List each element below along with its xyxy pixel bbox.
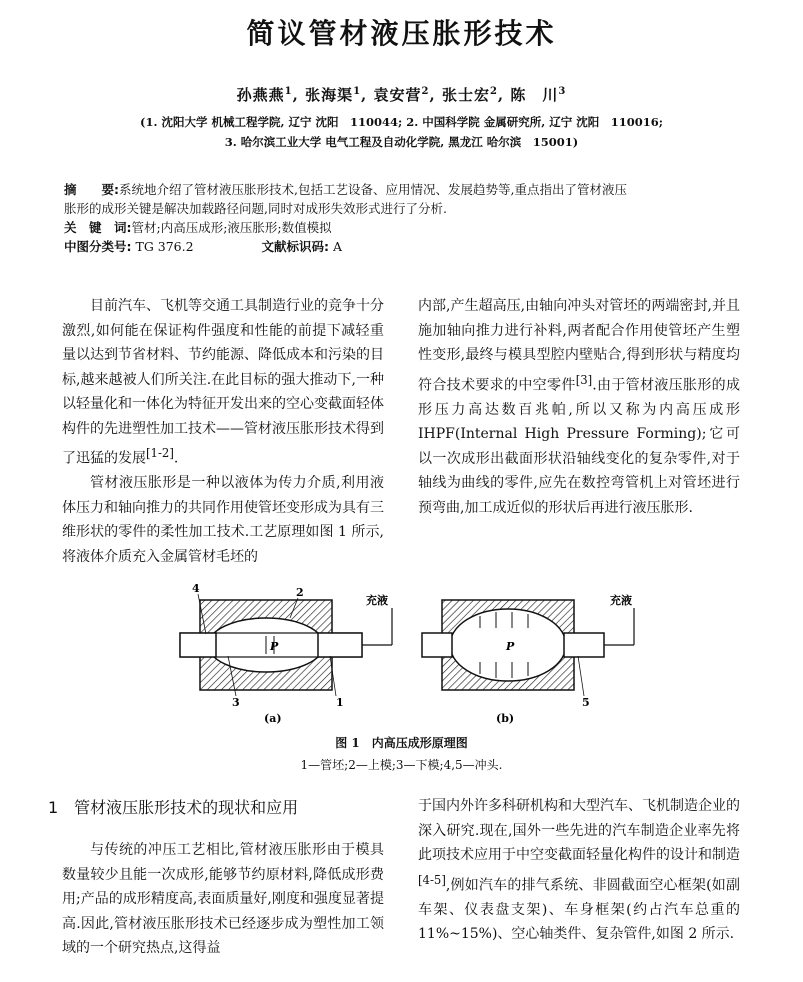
clc-label: 中图分类号:: [64, 239, 132, 254]
keywords: 管材;内高压成形;液压胀形;数值模拟: [131, 220, 332, 235]
pressure-label: P: [506, 640, 515, 653]
figure-1-diagram: [170, 578, 650, 728]
body-right-column: [418, 294, 740, 520]
figure-caption: 图 1 内高压成形原理图: [335, 736, 468, 750]
diagram-a: [180, 582, 392, 725]
fill-label-b: 充液: [610, 594, 632, 607]
author-name: 张海渠: [305, 86, 354, 104]
leader-line: [578, 656, 584, 696]
affiliation-line-2: 3. 哈尔滨工业大学 电气工程及自动化学院, 黑龙江 哈尔滨 15001): [224, 135, 579, 149]
doc-code: A: [333, 239, 343, 254]
diagram-b: [422, 593, 634, 725]
punch-right-b: [564, 633, 604, 657]
author-list: 孙燕燕$^1$, 张海渠$^1$, 袁安营$^2$, 张士宏$^2$, 陈 川$^3$: [236, 86, 567, 104]
punch-left-b: [422, 633, 452, 657]
subfigure-a-label: (a): [264, 712, 282, 725]
callout-4: 4: [192, 582, 200, 595]
affiliation-line-1: (1. 沈阳大学 机械工程学院, 辽宁 沈阳 110044; 2. 中国科学院 金属研究所, 辽宁 沈阳 110016;: [140, 115, 663, 129]
punch-right-a: [318, 633, 362, 657]
section-heading: 1 管材液压胀形技术的现状和应用: [48, 798, 299, 817]
author-name: 袁安营: [373, 86, 422, 104]
author-name: 孙燕燕: [236, 86, 285, 104]
author-name: 陈 川: [510, 86, 559, 104]
paper-title: 简议管材液压胀形技术: [246, 17, 557, 50]
paragraph: 与传统的冲压工艺相比,管材液压胀形由于模具数量较少且能一次成形,能够节约原材料,降低成形费用;产品的成形精度高,表面质量好,刚度和强度显著提高.因此,管材液压胀形技术已经逐步成为塑性加工领域的一个研究热点,这得益: [62, 842, 384, 956]
doc-code-label: 文献标识码:: [261, 239, 330, 254]
abstract: 摘 要:系统地介绍了管材液压胀形技术,包括工艺设备、应用情况、发展趋势等,重点指出了管材液压 胀形的成形关键是解决加载路径问题,同时对成形失效形式进行了分析. 关 键 词:管材;内高压成形;液压胀形;数值模拟 中图分类号: TG 376.2 文献标识码: A: [64, 182, 627, 254]
callout-3: 3: [232, 696, 240, 709]
paragraph: 管材液压胀形是一种以液体为传力介质,利用液体压力和轴向推力的共同作用使管坯变形成为具有三维形状的零件的柔性加工技术.工艺原理如图 1 所示,将液体介质充入金属管材毛坯的: [62, 475, 384, 565]
section-left-column: [62, 838, 384, 961]
section-right-column: [418, 794, 740, 947]
paragraph: 目前汽车、飞机等交通工具制造行业的竞争十分激烈,如何能在保证构件强度和性能的前提下减轻重量以达到节省材料、节约能源、降低成本和污染的目标,越来越被人们所关注.在此目标的强大推动下,一种以轻量化和一体化为特征开发出来的空心变截面轻体构件的先进塑性加工技术——管材液压胀形技术得到了迅猛的发展[1-2].: [62, 298, 384, 467]
abstract-label: 摘 要:: [64, 182, 119, 197]
paragraph: 内部,产生超高压,由轴向冲头对管坯的两端密封,并且施加轴向推力进行补料,两者配合作用使管坯产生塑性变形,最终与模具型腔内壁贴合,得到形状与精度均符合技术要求的中空零件[3].由于管材液压胀形的成形压力高达数百兆帕,所以又称为内高压成形 IHPF(Internal High Pressure Forming);它可以一次成形出截面形状沿轴线变化的复杂零件,对于轴线为曲线的零件,应先在数控弯管机上对管坯进行预弯曲,加工成近似的形状后再进行液压胀形.: [418, 298, 741, 516]
callout-1: 1: [336, 696, 344, 709]
author-name: 张士宏: [441, 86, 490, 104]
fill-label-a: 充液: [366, 594, 388, 607]
punch-left-a: [180, 633, 216, 657]
figure-legend: 1—管坯;2—上模;3—下模;4,5—冲头.: [300, 758, 503, 772]
paragraph: 于国内外许多科研机构和大型汽车、飞机制造企业的深入研究.现在,国外一些先进的汽车制造企业率先将此项技术应用于中空变截面轻量化构件的设计和制造[4-5],例如汽车的排气系统、非圆截面空心框架(如副车架、仪表盘支架)、车身框架(约占汽车总重的 11%~15%)、空心轴类件、复杂管件,如图 2 所示.: [418, 798, 740, 943]
clc-number: TG 376.2: [135, 239, 194, 254]
keywords-label: 关 键 词:: [64, 220, 132, 235]
callout-5: 5: [582, 696, 590, 709]
subfigure-b-label: (b): [496, 712, 515, 725]
callout-2: 2: [296, 586, 304, 599]
pressure-label: P: [270, 640, 279, 653]
body-left-column: [62, 294, 384, 569]
